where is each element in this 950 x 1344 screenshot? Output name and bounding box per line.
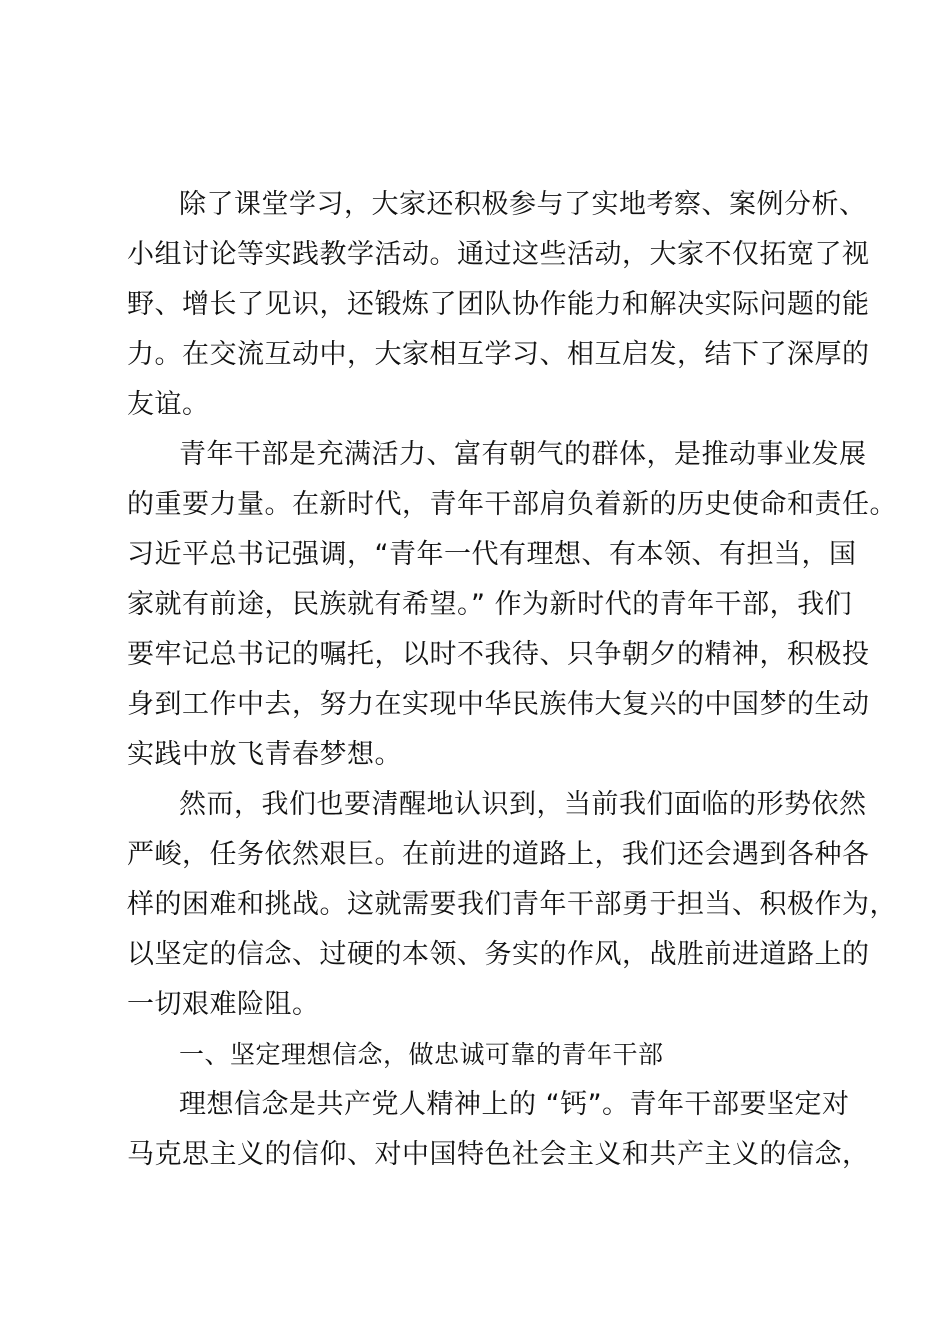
paragraph-line: 要牢记总书记的嘱托，以时不我待、只争朝夕的精神，积极投 <box>127 639 870 670</box>
paragraph-line: 一切艰难险阻。 <box>127 989 320 1020</box>
paragraph-line: 小组讨论等实践教学活动。通过这些活动，大家不仅拓宽了视 <box>127 239 870 270</box>
paragraph-3 <box>127 780 897 1030</box>
paragraph-1 <box>127 180 870 430</box>
section-heading: 一、坚定理想信念，做忠诚可靠的青年干部 <box>179 1040 664 1069</box>
paragraph-line: 家就有前途，民族就有希望。” 作为新时代的青年干部，我们 <box>127 589 853 620</box>
paragraph-line: 理想信念是共产党人精神上的 “钙”。青年干部要坚定对 <box>179 1089 850 1120</box>
paragraph-line: 然而，我们也要清醒地认识到，当前我们面临的形势依然 <box>179 789 867 820</box>
paragraph-line: 野、增长了见识，还锻炼了团队协作能力和解决实际问题的能 <box>127 289 870 320</box>
paragraph-2 <box>127 430 897 780</box>
paragraph-line: 除了课堂学习，大家还积极参与了实地考察、案例分析、 <box>179 189 867 220</box>
paragraph-line: 力。在交流互动中，大家相互学习、相互启发，结下了深厚的 <box>127 339 870 370</box>
paragraph-line: 青年干部是充满活力、富有朝气的群体，是推动事业发展 <box>179 439 867 470</box>
paragraph-line: 习近平总书记强调，“青年一代有理想、有本领、有担当，国 <box>127 539 857 570</box>
paragraph-line: 样的困难和挑战。这就需要我们青年干部勇于担当、积极作为， <box>127 889 897 920</box>
paragraph-line: 友谊。 <box>127 389 210 420</box>
document-body <box>127 180 897 1180</box>
paragraph-line: 身到工作中去，努力在实现中华民族伟大复兴的中国梦的生动 <box>127 689 870 720</box>
paragraph-line: 严峻，任务依然艰巨。在前进的道路上，我们还会遇到各种各 <box>127 839 870 870</box>
paragraph-line: 的重要力量。在新时代，青年干部肩负着新的历史使命和责任。 <box>127 489 897 520</box>
paragraph-4 <box>127 1080 870 1180</box>
paragraph-line: 实践中放飞青春梦想。 <box>127 739 402 770</box>
paragraph-line: 马克思主义的信仰、对中国特色社会主义和共产主义的信念， <box>127 1139 870 1170</box>
paragraph-line: 以坚定的信念、过硬的本领、务实的作风，战胜前进道路上的 <box>127 939 870 970</box>
